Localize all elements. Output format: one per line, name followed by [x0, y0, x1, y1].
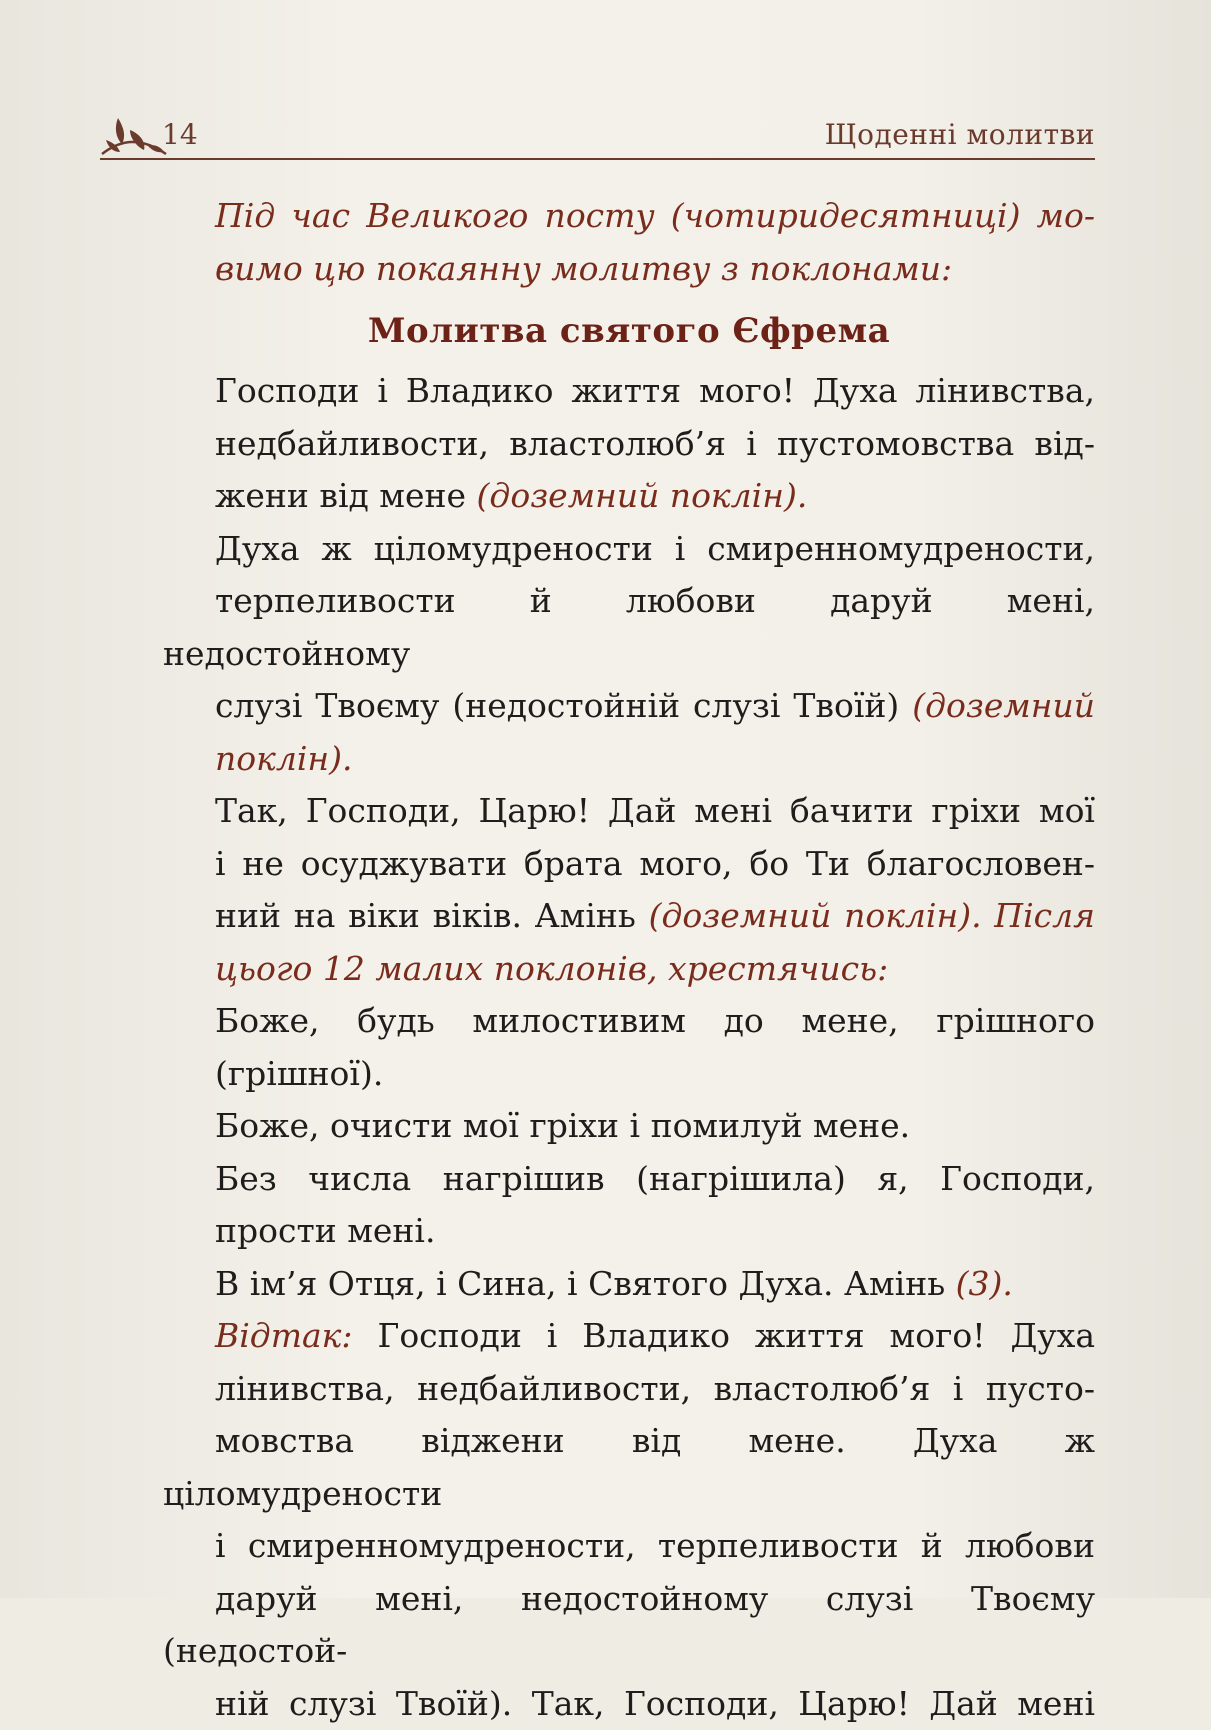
text-span: жени від мене — [215, 476, 477, 515]
text-line: Господи і Владико життя мого! Духа лінивства, — [163, 365, 1095, 418]
text-line — [163, 890, 1095, 943]
rubric: (доземний поклін). Після — [649, 896, 1095, 935]
page-number: 14 — [162, 118, 198, 151]
text-line: і смиренномудрености, терпеливости й любови — [163, 1520, 1095, 1573]
paragraph-2 — [163, 523, 1095, 786]
text-line: лінивства, недбайливости, властолюб’я і пусто- — [163, 1363, 1095, 1416]
running-title: Щоденні молитви — [825, 118, 1095, 151]
text-span: ний на віки віків. Амінь — [215, 896, 649, 935]
rubric: (доземний поклін). — [477, 476, 808, 515]
text-line — [163, 680, 1095, 733]
paragraph-5 — [163, 1100, 1095, 1153]
rubric-line: поклін). — [163, 733, 1095, 786]
paragraph-6 — [163, 1153, 1095, 1258]
paragraph-4 — [163, 995, 1095, 1100]
prayer-heading: Молитва святого Єфрема — [163, 295, 1095, 365]
page-content — [163, 190, 1095, 1730]
text-line: (грішної). — [163, 1048, 1095, 1101]
text-line: прости мені. — [163, 1205, 1095, 1258]
paragraph-8 — [163, 1310, 1095, 1730]
text-span: В ім’я Отця, і Сина, і Святого Духа. Амінь — [215, 1264, 956, 1303]
text-line: Боже, будь милостивим до мене, грішного — [163, 995, 1095, 1048]
text-line — [163, 1258, 1095, 1311]
rubric: (3). — [956, 1264, 1013, 1303]
text-span: слузі Твоєму (недостойній слузі Твоїй) — [215, 686, 912, 725]
paragraph-7 — [163, 1258, 1095, 1311]
text-line — [163, 470, 1095, 523]
text-line: терпеливости й любови даруй мені, недостойному — [163, 575, 1095, 680]
text-line: Боже, очисти мої гріхи і помилуй мене. — [163, 1100, 1095, 1153]
text-line: даруй мені, недостойному слузі Твоєму (недостой- — [163, 1573, 1095, 1678]
paragraph-1 — [163, 365, 1095, 523]
text-line: Без числа нагрішив (нагрішила) я, Господи, — [163, 1153, 1095, 1206]
text-line — [163, 1310, 1095, 1363]
rubric: (доземний — [912, 686, 1095, 725]
intro-line: Під час Великого посту (чотиридесятниці) мо- — [163, 190, 1095, 243]
intro-paragraph — [163, 190, 1095, 295]
text-line: мовства віджени від мене. Духа ж цiломудрености — [163, 1415, 1095, 1520]
page-header — [100, 110, 1095, 160]
text-line: Духа ж цiломудрености і смиренномудрености, — [163, 523, 1095, 576]
text-line: ній слузі Твоїй). Так, Господи, Царю! Дай мені — [163, 1678, 1095, 1730]
paragraph-3 — [163, 785, 1095, 995]
text-line: Так, Господи, Царю! Дай мені бачити гріхи мої — [163, 785, 1095, 838]
text-line: і не осуджувати брата мого, бо Ти благословен- — [163, 838, 1095, 891]
floral-ornament-icon — [100, 110, 170, 158]
text-line: недбайливости, властолюб’я і пустомовства від- — [163, 418, 1095, 471]
rubric-line: цього 12 малих поклонів, хрестячись: — [163, 943, 1095, 996]
rubric: Відтак: — [215, 1316, 377, 1355]
text-span: Господи і Владико життя мого! Духа — [377, 1316, 1095, 1355]
intro-line: вимо цю покаянну молитву з поклонами: — [163, 243, 1095, 296]
